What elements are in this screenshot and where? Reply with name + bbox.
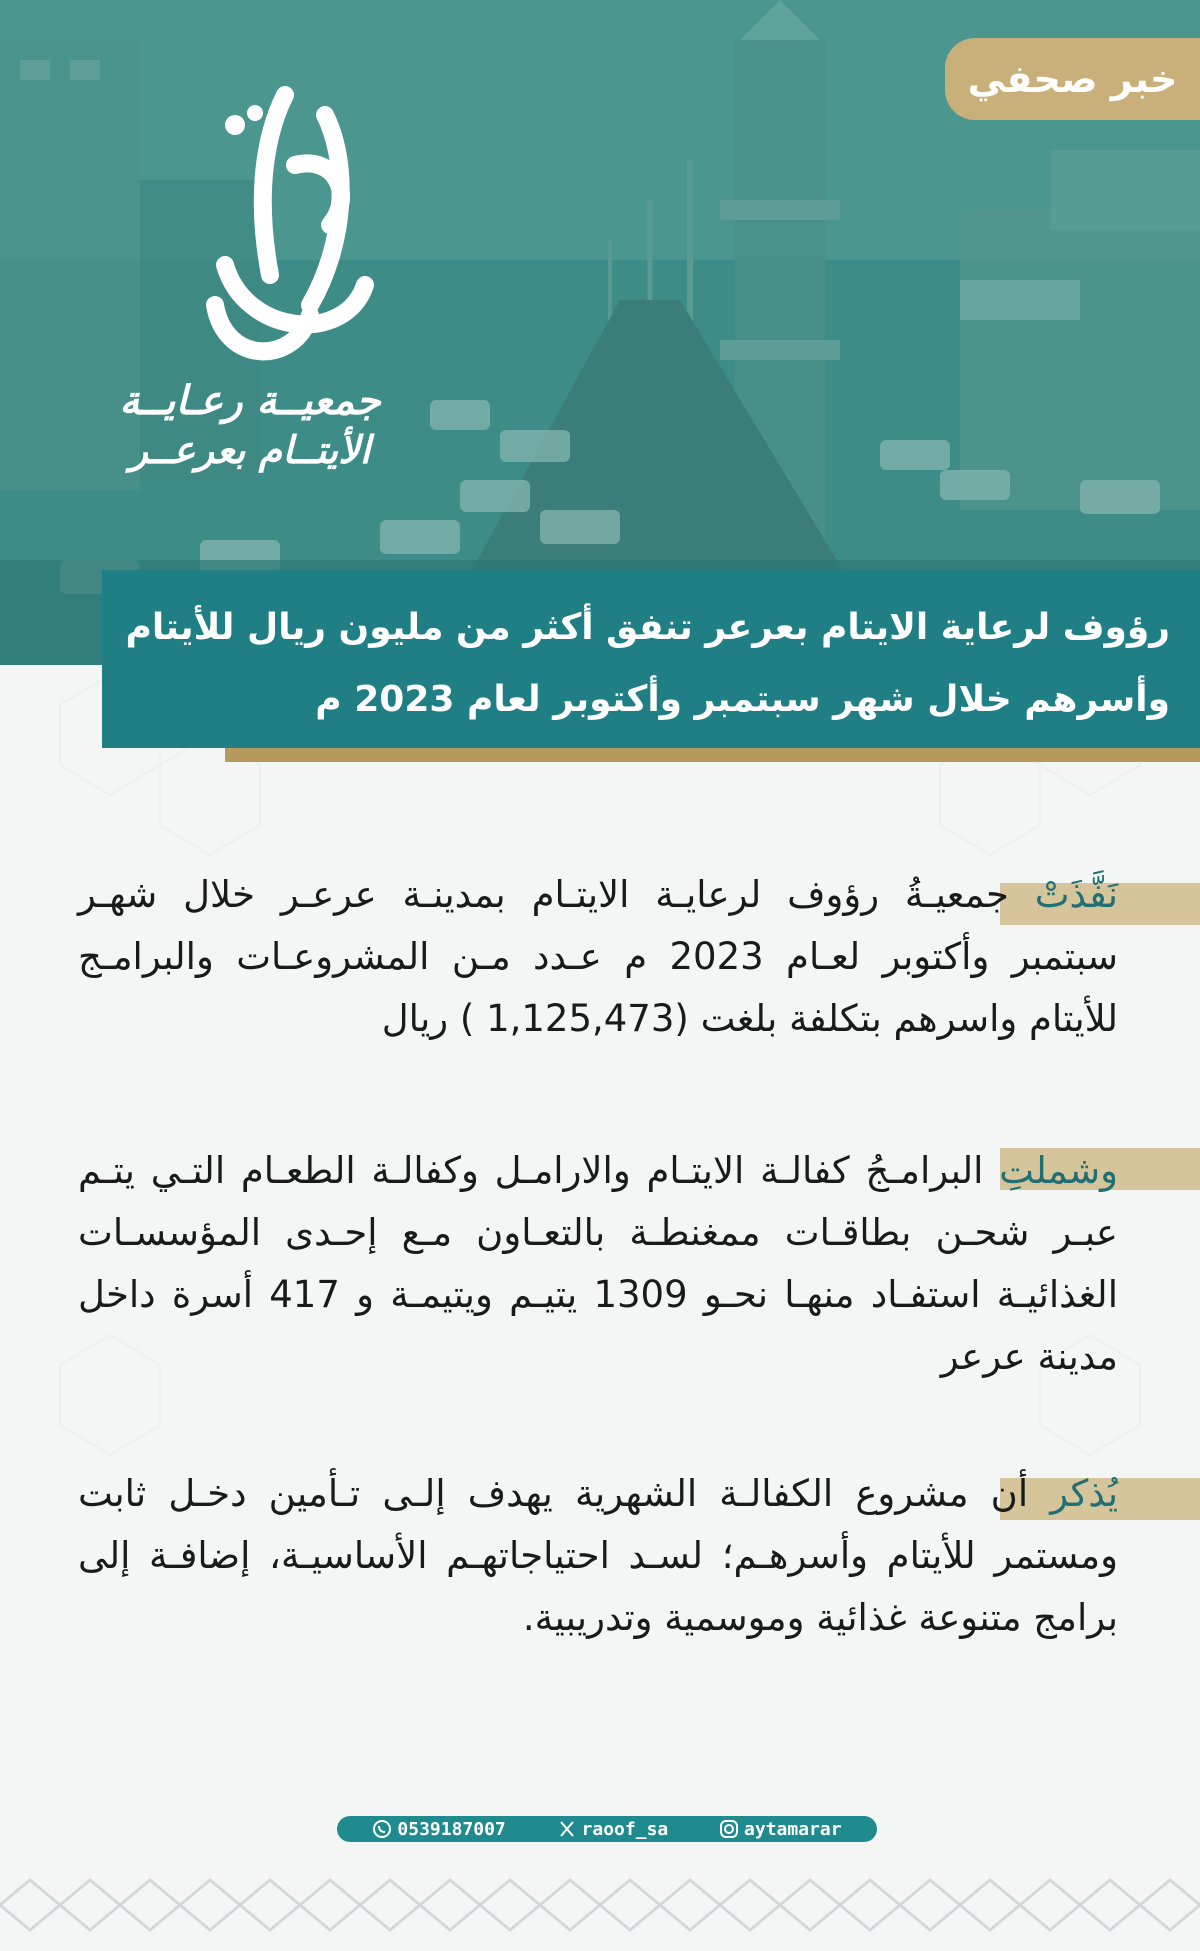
paragraph-2-text: البرامـجُ كفالـة الايتـام والارامـل وكفالـة الطعـام التـي يتـم عبـر شحـن بطاقـات ممغنطـة بالتعـاون مـع إحـدى المؤسسـات الغذائيـة استفـاد منهـا نحـو 1309 يتيـم ويتيمـة و 417 أسرة داخل مدينة عرعر xyxy=(78,1149,1118,1378)
x-icon xyxy=(557,1819,577,1839)
contact-x[interactable] xyxy=(557,1819,669,1840)
bottom-geometric-pattern xyxy=(0,1860,1200,1951)
paragraph-3 xyxy=(78,1463,1118,1649)
headline-banner xyxy=(102,570,1200,748)
logo-text-line2: الأيتــام بعرعــر xyxy=(129,428,371,472)
paragraph-3-text: أن مشروع الكفالـة الشهرية يهدف إلـى تـأمين دخـل ثابت ومستمر للأيتام وأسرهـم؛ لسـد احتياجاتهـم الأساسيـة، إضافـة إلى برامج متنوعة غذائية وموسمية وتدريبية. xyxy=(78,1472,1118,1639)
instagram-icon xyxy=(719,1819,739,1839)
news-badge-label: خبر صحفي xyxy=(967,57,1178,101)
contact-phone[interactable] xyxy=(372,1819,505,1840)
news-badge xyxy=(945,38,1200,120)
paragraph-2 xyxy=(78,1140,1118,1388)
contact-x-handle: raoof_sa xyxy=(581,1818,669,1840)
logo-text-line1: جمعيــة رعـايــة xyxy=(119,378,381,424)
calligraphy-logo-mark xyxy=(95,75,425,375)
contact-instagram-handle: aytamarar xyxy=(744,1818,842,1840)
contact-phone-number: 0539187007 xyxy=(397,1818,506,1840)
paragraph-2-lead: وشملتِ xyxy=(999,1149,1118,1192)
whatsapp-icon xyxy=(372,1819,392,1839)
headline-line1: رؤوف لرعاية الايتام بعرعر تنفق أكثر من مليون ريال للأيتام xyxy=(125,607,1170,648)
paragraph-3-lead: يُذكر xyxy=(1050,1472,1118,1515)
paragraph-1-text: جمعيـةُ رؤوف لرعايـة الايتـام بمدينـة عرعـر خلال شهـر سبتمبر وأكتوبر لعـام 2023 م عـدد مـن المشروعـات والبرامـج للأيتام واسرهم بتكلفة بلغت (1,125,473 ) ريال xyxy=(78,873,1118,1040)
headline-underline xyxy=(225,748,1200,762)
contacts-bar xyxy=(337,1816,877,1842)
headline-line2: وأسرهم خلال شهر سبتمبر وأكتوبر لعام 2023 م xyxy=(315,679,1170,720)
paragraph-1-lead: نَفَّذَتْ xyxy=(1034,873,1118,916)
contact-instagram[interactable] xyxy=(719,1819,842,1840)
paragraph-1 xyxy=(78,864,1118,1050)
